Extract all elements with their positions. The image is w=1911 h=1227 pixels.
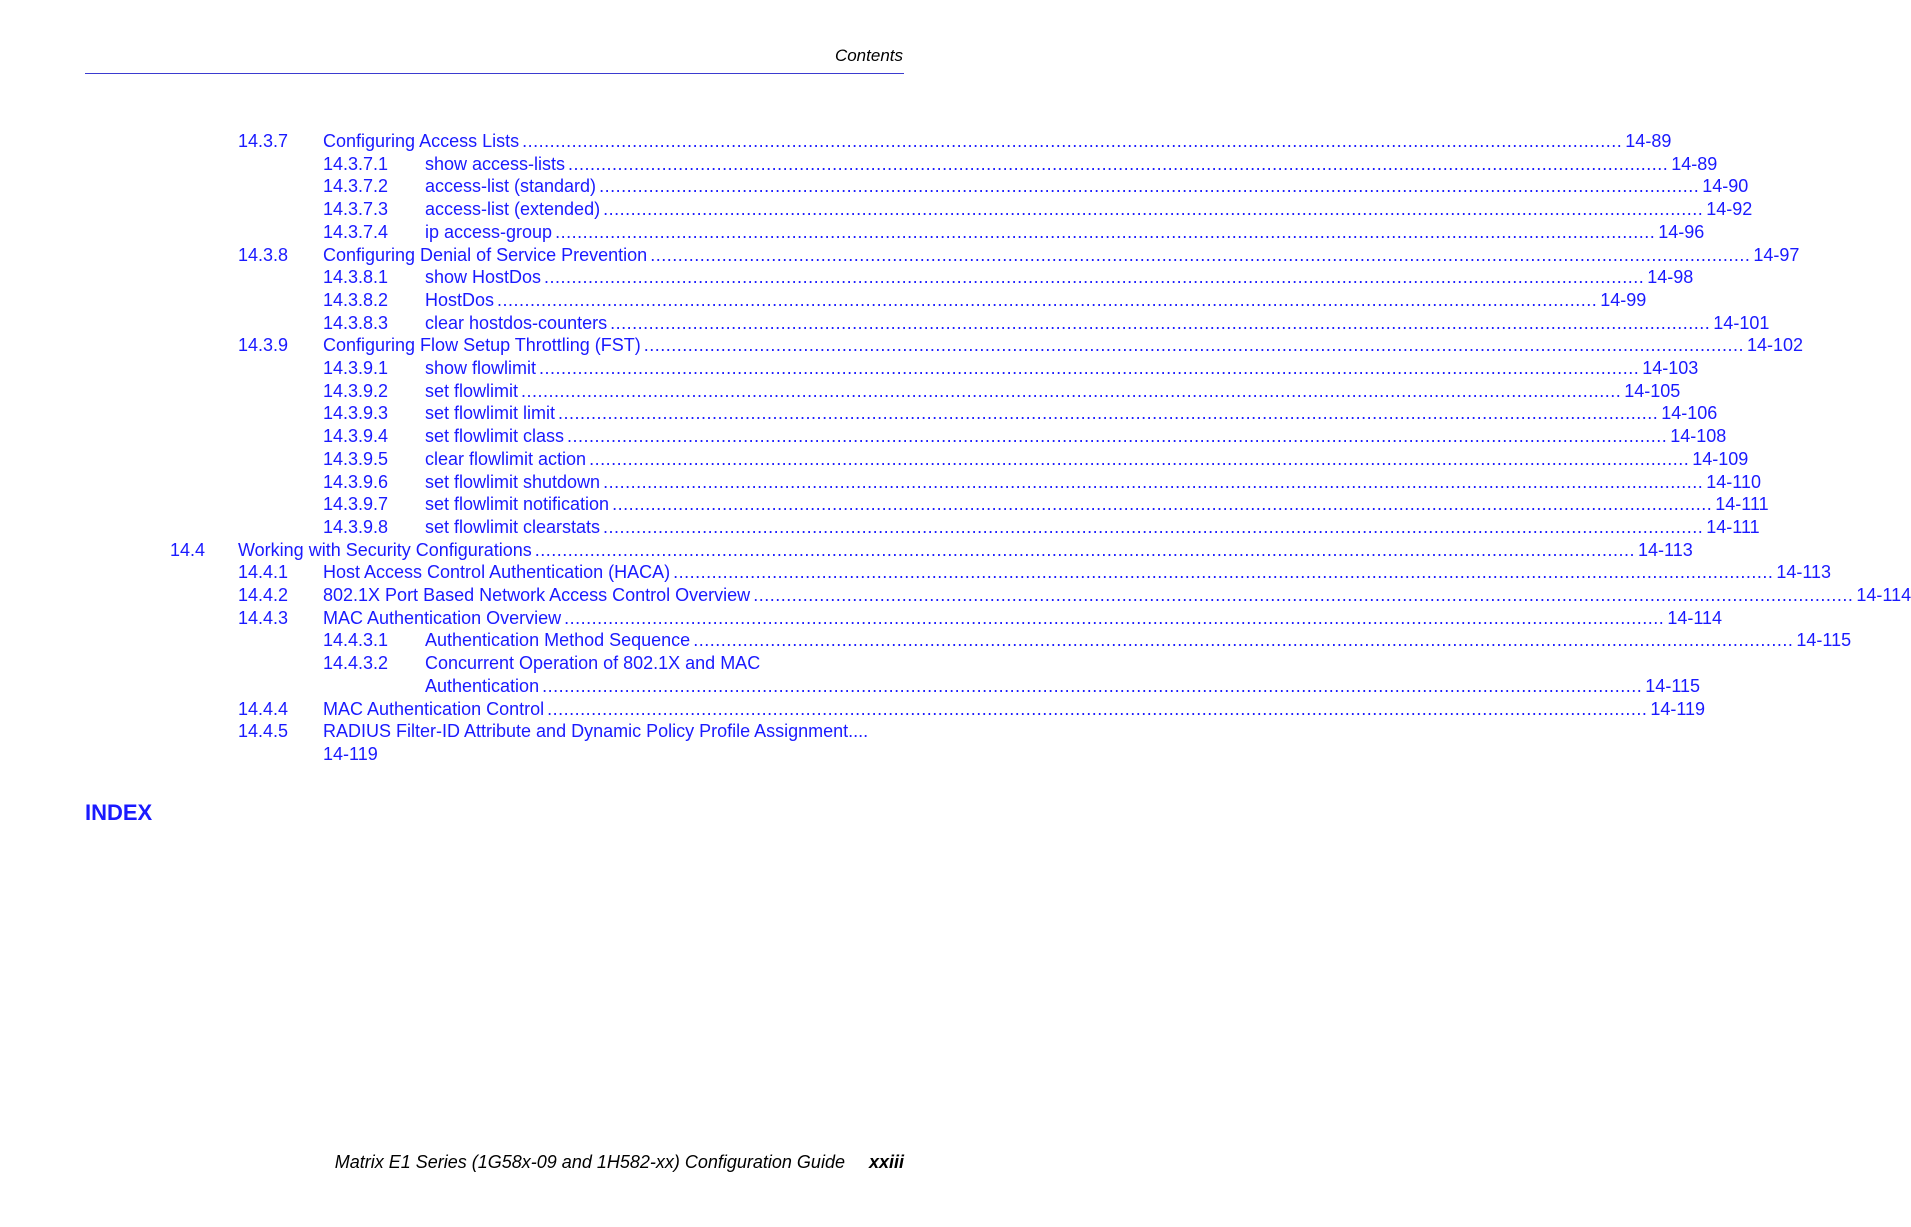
toc-entry-page: 14-109	[1692, 448, 1749, 469]
toc-entry[interactable]	[0, 652, 954, 675]
toc-dot-leader: ........................................................................................................................................................................................................	[612, 494, 1713, 515]
toc-entry-number: 14.4.4	[238, 698, 289, 719]
toc-entry-number: 14.3.8	[238, 244, 289, 265]
toc-entry[interactable]	[0, 448, 1749, 471]
toc-entry-title: set flowlimit shutdown	[425, 471, 601, 492]
toc-dot-leader: ........................................................................................................................................................................................................	[564, 607, 1665, 628]
toc-dot-leader: ........................................................................................................................................................................................................	[650, 244, 1751, 265]
toc-dot-leader: ........................................................................................................................................................................................................	[522, 131, 1623, 151]
toc-dot-leader: ........................................................................................................................................................................................................	[567, 426, 1668, 447]
toc-entry-title: show flowlimit	[425, 358, 537, 378]
toc-dot-leader: ........................................................................................................................................................................................................	[643, 335, 1744, 356]
page-footer	[335, 1152, 904, 1173]
toc-entry-number: 14.4.3.1	[323, 630, 389, 651]
toc-entry-title: show HostDos	[425, 267, 542, 288]
toc-entry[interactable]	[0, 493, 1769, 516]
toc-entry-page: 14-103	[1642, 358, 1699, 378]
toc-entry-page: 14-98	[1647, 267, 1694, 288]
toc-entry-page: 14-92	[1706, 199, 1753, 220]
toc-dot-leader: ........................................................................................................................................................................................................	[603, 199, 1704, 220]
toc-entry-number: 14.3.9	[238, 335, 289, 356]
toc-entry-number: 14.4.2	[238, 585, 289, 605]
toc-entry-page: 14-90	[1702, 176, 1749, 197]
toc-dot-leader: ........................................................................................................................................................................................................	[589, 448, 1690, 469]
toc-entry-page: 14-105	[1624, 380, 1681, 401]
toc-entry-title: Concurrent Operation of 802.1X and MAC	[425, 653, 761, 674]
toc-entry[interactable]	[0, 334, 1804, 357]
toc-entry-number: 14.3.9.6	[323, 471, 389, 492]
toc-entry-page: 14-111	[1715, 494, 1769, 515]
toc-entry-page: 14-114	[1856, 585, 1911, 605]
toc-entry-number: 14.3.9.5	[323, 448, 389, 469]
toc-entry-page: 14-113	[1638, 539, 1693, 560]
toc-entry-title: MAC Authentication Control	[323, 698, 545, 719]
toc-entry-page: 14-89	[1625, 131, 1672, 151]
toc-dot-leader: ........................................................................................................................................................................................................	[568, 153, 1669, 174]
toc-entry[interactable]	[0, 539, 1693, 562]
header-title: Contents	[834, 46, 903, 65]
toc-entry-title: HostDos	[425, 289, 495, 310]
toc-entry[interactable]	[0, 584, 1911, 607]
toc-dot-leader: ........................................................................................................................................................................................................	[603, 471, 1704, 492]
toc-dot-leader: ........................................................................................................................................................................................................	[497, 289, 1598, 310]
footer-title: Matrix E1 Series (1G58x-09 and 1H582-xx) Configuration Guide	[334, 1152, 845, 1172]
toc-entry-title: set flowlimit limit	[425, 403, 556, 424]
toc-entry[interactable]	[0, 561, 1832, 584]
toc-entry-title-continuation: Authentication	[425, 675, 540, 696]
toc-entry-page: 14-99	[1600, 289, 1647, 310]
toc-dot-leader: ........................................................................................................................................................................................................	[539, 358, 1640, 378]
toc-entry-number: 14.3.9.8	[323, 516, 389, 537]
toc-entry-page: 14-97	[1753, 244, 1800, 265]
toc-entry-title: clear hostdos-counters	[425, 312, 608, 333]
header-divider	[85, 73, 904, 74]
toc-entry[interactable]	[0, 244, 1800, 267]
toc-entry-page[interactable]: 14-119	[323, 743, 378, 764]
toc-dot-leader: ........................................................................................................................................................................................................	[534, 539, 1635, 560]
toc-entry[interactable]	[0, 198, 1753, 221]
toc-entry[interactable]	[0, 698, 1706, 721]
toc-entry-title: set flowlimit class	[425, 426, 565, 447]
toc-entry-page: 14-111	[1706, 516, 1760, 537]
toc-entry-title: Working with Security Configurations	[238, 539, 532, 560]
toc-entry-number: 14.3.8.3	[323, 312, 389, 333]
toc-dot-leader: ........................................................................................................................................................................................................	[544, 267, 1645, 288]
toc-entry-number: 14.3.9.2	[323, 380, 389, 401]
toc-dot-leader: ........................................................................................................................................................................................................	[555, 221, 1656, 242]
toc-dot-leader: ........................................................................................................................................................................................................	[558, 403, 1659, 424]
toc-entry-title: Authentication Method Sequence	[425, 630, 691, 651]
toc-entry-page: 14-96	[1658, 221, 1705, 242]
toc-entry-page: 14-110	[1706, 471, 1761, 492]
toc-entry[interactable]	[0, 153, 1718, 176]
toc-dot-leader: ........................................................................................................................................................................................................	[693, 630, 1794, 651]
toc-entry[interactable]	[0, 380, 1681, 403]
toc-entry-title: Configuring Denial of Service Prevention	[323, 244, 648, 265]
toc-entry-title: set flowlimit notification	[425, 494, 610, 515]
toc-entry-title: Configuring Flow Setup Throttling (FST)	[323, 335, 641, 356]
toc-entry[interactable]	[0, 425, 1727, 448]
toc-entry-page: 14-108	[1670, 426, 1727, 447]
toc-entry-title: 802.1X Port Based Network Access Control Overview	[323, 585, 751, 605]
toc-entry-number: 14.3.9.4	[323, 426, 389, 447]
toc-entry[interactable]	[0, 607, 1723, 630]
toc-dot-leader: ........................................................................................................................................................................................................	[610, 312, 1711, 333]
toc-entry-page: 14-119	[1650, 698, 1706, 719]
toc-entry-title: RADIUS Filter-ID Attribute and Dynamic Policy Profile Assignment....	[323, 721, 869, 742]
toc-entry[interactable]	[0, 175, 1749, 198]
index-link[interactable]: INDEX	[85, 800, 153, 825]
toc-entry-title: set flowlimit clearstats	[425, 516, 601, 537]
toc-entry[interactable]	[0, 629, 1852, 652]
toc-entry-number: 14.4	[170, 539, 206, 560]
toc-dot-leader: ........................................................................................................................................................................................................	[673, 562, 1774, 583]
toc-entry[interactable]	[0, 221, 1705, 244]
toc-entry-number: 14.3.7.4	[323, 221, 389, 242]
toc-entry[interactable]	[0, 130, 1672, 153]
toc-entry[interactable]	[0, 289, 1647, 312]
toc-entry-title: Configuring Access Lists	[323, 131, 520, 151]
toc-entry-title: ip access-group	[425, 221, 553, 242]
toc-entry-page: 14-115	[1796, 630, 1852, 651]
toc-entry-page: 14-106	[1661, 403, 1718, 424]
toc-entry-continuation[interactable]	[0, 675, 1701, 698]
toc-entry-number: 14.3.7.1	[323, 153, 389, 174]
toc-entry[interactable]	[0, 720, 954, 743]
footer-page-number: xxiii	[868, 1152, 904, 1172]
toc-entry-title: set flowlimit	[425, 380, 519, 401]
toc-entry-page: 14-114	[1667, 607, 1723, 628]
toc-entry-title: show access-lists	[425, 153, 566, 174]
toc-entry[interactable]	[0, 312, 1770, 335]
toc-dot-leader: ........................................................................................................................................................................................................	[547, 698, 1648, 719]
toc-dot-leader: ........................................................................................................................................................................................................	[521, 380, 1622, 401]
toc-entry-page: 14-89	[1671, 153, 1718, 174]
toc-entry[interactable]	[0, 516, 1760, 539]
toc-entry-number: 14.4.3	[238, 607, 289, 628]
toc-entry-number: 14.3.9.3	[323, 403, 389, 424]
toc-entry-number: 14.3.8.2	[323, 289, 389, 310]
toc-dot-leader: ........................................................................................................................................................................................................	[753, 585, 1854, 605]
toc-entry-page: 14-102	[1747, 335, 1804, 356]
toc-entry-number: 14.3.8.1	[323, 267, 389, 288]
toc-entry-page: 14-115	[1645, 675, 1701, 696]
toc-entry[interactable]	[0, 266, 1694, 289]
toc-dot-leader: ........................................................................................................................................................................................................	[599, 176, 1700, 197]
toc-entry-title: access-list (standard)	[425, 176, 597, 197]
toc-dot-leader: ........................................................................................................................................................................................................	[542, 675, 1643, 696]
toc-entry[interactable]	[0, 471, 1761, 494]
toc-entry-number: 14.3.7.3	[323, 199, 389, 220]
toc-entry-number: 14.4.1	[238, 562, 289, 583]
toc-entry-title: Host Access Control Authentication (HACA)	[323, 562, 671, 583]
toc-entry[interactable]	[0, 402, 1718, 425]
toc-entry-number: 14.3.7	[238, 131, 289, 151]
toc-entry-title: MAC Authentication Overview	[323, 607, 562, 628]
toc-entry-title: clear flowlimit action	[425, 448, 587, 469]
toc-entry-page: 14-101	[1713, 312, 1770, 333]
toc-dot-leader: ........................................................................................................................................................................................................	[603, 516, 1704, 537]
toc-entry-page: 14-113	[1776, 562, 1832, 583]
toc-entry-number: 14.3.9.7	[323, 494, 389, 515]
toc-entry-title: access-list (extended)	[425, 199, 601, 220]
toc-entry-number: 14.4.5	[238, 721, 289, 742]
toc-entry[interactable]	[0, 357, 1699, 380]
toc-entry-number: 14.3.9.1	[323, 358, 389, 378]
toc-entry-number: 14.4.3.2	[323, 653, 389, 674]
toc-entry-number: 14.3.7.2	[323, 176, 389, 197]
